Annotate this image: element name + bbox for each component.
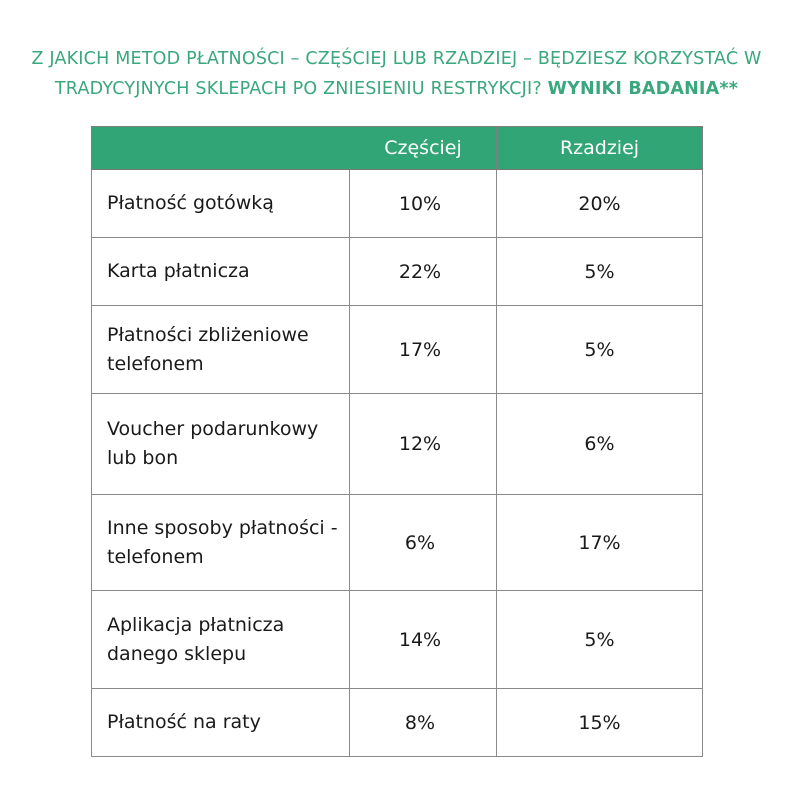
row-label: Voucher podarunkowy lub bon: [92, 394, 350, 495]
table-row: [92, 689, 703, 757]
value-czesciej: 8%: [350, 689, 497, 757]
row-label: Karta płatnicza: [92, 238, 350, 306]
value-rzadziej: 17%: [497, 495, 703, 591]
value-rzadziej: 6%: [497, 394, 703, 495]
row-label: Płatności zbliżeniowe telefonem: [92, 306, 350, 394]
value-rzadziej: 20%: [497, 170, 703, 238]
value-czesciej: 22%: [350, 238, 497, 306]
chart-title-line-2: [30, 74, 763, 104]
value-czesciej: 17%: [350, 306, 497, 394]
results-table: [91, 126, 703, 757]
column-header-label: [92, 127, 350, 170]
row-label: Płatność na raty: [92, 689, 350, 757]
value-rzadziej: 15%: [497, 689, 703, 757]
value-rzadziej: 5%: [497, 238, 703, 306]
table-row: [92, 495, 703, 591]
value-czesciej: 6%: [350, 495, 497, 591]
table-row: [92, 170, 703, 238]
chart-title-emphasis: WYNIKI BADANIA**: [547, 79, 739, 99]
column-header-czesciej: Częściej: [350, 127, 497, 170]
table-header-row: [92, 127, 703, 170]
table-row: [92, 238, 703, 306]
row-label: Inne sposoby płatności - telefonem: [92, 495, 350, 591]
value-rzadziej: 5%: [497, 306, 703, 394]
table-row: [92, 306, 703, 394]
table-row: [92, 591, 703, 689]
chart-title-line-2-text: TRADYCYJNYCH SKLEPACH PO ZNIESIENIU RESTRYKCJI?: [54, 79, 548, 99]
value-czesciej: 10%: [350, 170, 497, 238]
chart-title: [30, 44, 763, 104]
table-body: [92, 170, 703, 757]
table-row: [92, 394, 703, 495]
table-header: [92, 127, 703, 170]
row-label: Aplikacja płatnicza danego sklepu: [92, 591, 350, 689]
row-label: Płatność gotówką: [92, 170, 350, 238]
value-czesciej: 12%: [350, 394, 497, 495]
chart-title-line-1: Z JAKICH METOD PŁATNOŚCI – CZĘŚCIEJ LUB RZADZIEJ – BĘDZIESZ KORZYSTAĆ W: [31, 49, 762, 69]
value-czesciej: 14%: [350, 591, 497, 689]
value-rzadziej: 5%: [497, 591, 703, 689]
column-header-rzadziej: Rzadziej: [497, 127, 703, 170]
